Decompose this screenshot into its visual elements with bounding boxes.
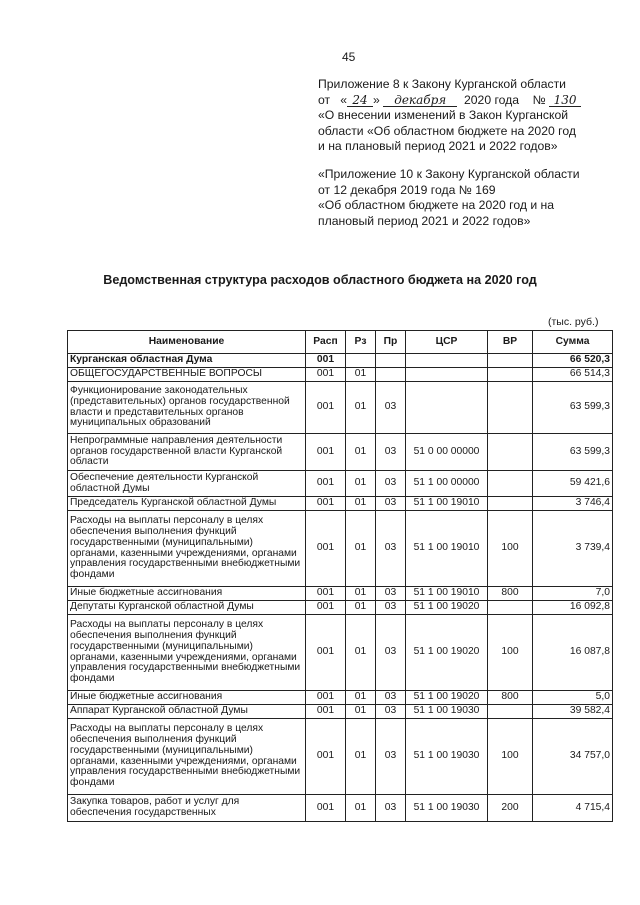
cell-rz: 01	[346, 705, 376, 719]
appendix-10-line3: «Об областном бюджете на 2020 год и на	[318, 198, 555, 212]
appendix-10-line2: от 12 декабря 2019 года № 169	[318, 182, 496, 197]
cell-csr: 51 1 00 19020	[406, 691, 488, 705]
header-sum: Сумма	[533, 331, 613, 354]
table-row	[68, 354, 613, 368]
cell-pr	[376, 368, 406, 382]
cell-csr: 51 0 00 00000	[406, 434, 488, 471]
cell-sum: 4 715,4	[533, 795, 613, 822]
cell-name: Расходы на выплаты персоналу в целях обеспечения выполнения функций государственными (муниципальными) органами, казенными учреждениями, органами управления государственными внебюджетными фондами	[68, 511, 306, 587]
cell-pr: 03	[376, 719, 406, 795]
cell-vr	[488, 497, 533, 511]
cell-pr: 03	[376, 615, 406, 691]
table-row	[68, 368, 613, 382]
cell-vr	[488, 601, 533, 615]
table-row	[68, 601, 613, 615]
cell-pr: 03	[376, 497, 406, 511]
cell-vr: 200	[488, 795, 533, 822]
header-rz: Рз	[346, 331, 376, 354]
cell-csr: 51 1 00 19020	[406, 615, 488, 691]
document-title: Ведомственная структура расходов областного бюджета на 2020 год	[103, 273, 537, 287]
cell-rasp: 001	[306, 795, 346, 822]
appendix-8-quote-close: »	[373, 92, 380, 107]
cell-csr	[406, 368, 488, 382]
cell-rz: 01	[346, 587, 376, 601]
cell-rz: 01	[346, 434, 376, 471]
cell-pr: 03	[376, 601, 406, 615]
cell-rasp: 001	[306, 587, 346, 601]
appendix-8-quote-open: «	[340, 92, 348, 107]
cell-rasp: 001	[306, 471, 346, 497]
cell-vr	[488, 434, 533, 471]
header-rasp: Расп	[306, 331, 346, 354]
cell-rasp: 001	[306, 497, 346, 511]
table-row	[68, 719, 613, 795]
cell-name: Закупка товаров, работ и услуг для обеспечения государственных	[68, 795, 306, 822]
cell-sum: 63 599,3	[533, 382, 613, 434]
appendix-8-line4: области «Об областном бюджете на 2020 год	[318, 123, 576, 138]
table-row	[68, 795, 613, 822]
appendix-8-line3: «О внесении изменений в Закон Курганской	[318, 108, 569, 122]
cell-pr: 03	[376, 434, 406, 471]
cell-rz: 01	[346, 382, 376, 434]
cell-sum: 3 746,4	[533, 497, 613, 511]
cell-csr: 51 1 00 19010	[406, 587, 488, 601]
cell-name: Расходы на выплаты персоналу в целях обеспечения выполнения функций государственными (муниципальными) органами, казенными учреждениями, органами управления государственными внебюджетными фондами	[68, 615, 306, 691]
cell-vr	[488, 471, 533, 497]
cell-rasp: 001	[306, 719, 346, 795]
cell-name: Иные бюджетные ассигнования	[68, 587, 306, 601]
table-row	[68, 471, 613, 497]
table-row	[68, 615, 613, 691]
cell-csr: 51 1 00 19010	[406, 511, 488, 587]
cell-sum: 39 582,4	[533, 705, 613, 719]
table-row	[68, 382, 613, 434]
cell-rz: 01	[346, 497, 376, 511]
appendix-8-from: от	[318, 92, 331, 107]
expenditure-table	[67, 330, 613, 822]
cell-rasp: 001	[306, 368, 346, 382]
page-number: 45	[342, 50, 356, 64]
cell-sum: 7,0	[533, 587, 613, 601]
appendix-8-line5: и на плановый период 2021 и 2022 годов»	[318, 139, 558, 153]
cell-sum: 16 087,8	[533, 615, 613, 691]
cell-name: Иные бюджетные ассигнования	[68, 691, 306, 705]
cell-rz: 01	[346, 691, 376, 705]
cell-vr: 800	[488, 691, 533, 705]
cell-sum: 34 757,0	[533, 719, 613, 795]
table-row	[68, 705, 613, 719]
table-body	[68, 354, 613, 822]
cell-pr: 03	[376, 471, 406, 497]
cell-vr: 800	[488, 587, 533, 601]
cell-rasp: 001	[306, 615, 346, 691]
cell-vr	[488, 368, 533, 382]
cell-pr: 03	[376, 795, 406, 822]
cell-pr: 03	[376, 705, 406, 719]
cell-vr	[488, 354, 533, 368]
cell-pr: 03	[376, 511, 406, 587]
cell-rz: 01	[346, 471, 376, 497]
cell-csr: 51 1 00 19030	[406, 705, 488, 719]
table-row	[68, 691, 613, 705]
cell-sum: 66 514,3	[533, 368, 613, 382]
cell-csr: 51 1 00 00000	[406, 471, 488, 497]
cell-name: ОБЩЕГОСУДАРСТВЕННЫЕ ВОПРОСЫ	[68, 368, 306, 382]
appendix-8-date-line	[318, 93, 618, 109]
cell-csr: 51 1 00 19030	[406, 719, 488, 795]
header-vr: ВР	[488, 331, 533, 354]
cell-sum: 66 520,3	[533, 354, 613, 368]
cell-vr: 100	[488, 615, 533, 691]
header-csr: ЦСР	[406, 331, 488, 354]
cell-rasp: 001	[306, 691, 346, 705]
appendix-10-header	[318, 167, 618, 229]
cell-csr: 51 1 00 19010	[406, 497, 488, 511]
appendix-8-handwritten-month: декабря	[383, 94, 457, 107]
appendix-10-line4: плановый период 2021 и 2022 годов»	[318, 213, 531, 228]
cell-rasp: 001	[306, 705, 346, 719]
cell-name: Обеспечение деятельности Курганской областной Думы	[68, 471, 306, 497]
cell-name: Председатель Курганской областной Думы	[68, 497, 306, 511]
appendix-8-year: 2020 года	[464, 92, 520, 107]
cell-vr	[488, 705, 533, 719]
cell-rz: 01	[346, 601, 376, 615]
cell-rz: 01	[346, 795, 376, 822]
cell-rasp: 001	[306, 382, 346, 434]
cell-pr: 03	[376, 587, 406, 601]
appendix-8-header	[318, 77, 618, 155]
cell-vr: 100	[488, 719, 533, 795]
cell-name: Функционирование законодательных (представительных) органов государственной власти и представительных органов муниципальных образований	[68, 382, 306, 434]
cell-name: Курганская областная Дума	[68, 354, 306, 368]
cell-csr: 51 1 00 19020	[406, 601, 488, 615]
cell-sum: 5,0	[533, 691, 613, 705]
cell-pr: 03	[376, 691, 406, 705]
table-row	[68, 587, 613, 601]
table-header-row	[68, 331, 613, 354]
units-label: (тыс. руб.)	[548, 316, 599, 328]
cell-rz: 01	[346, 719, 376, 795]
appendix-8-handwritten-day: 24	[347, 94, 373, 107]
cell-sum: 59 421,6	[533, 471, 613, 497]
header-pr: Пр	[376, 331, 406, 354]
cell-sum: 63 599,3	[533, 434, 613, 471]
appendix-10-line1: «Приложение 10 к Закону Курганской области	[318, 167, 580, 181]
cell-name: Аппарат Курганской областной Думы	[68, 705, 306, 719]
table-row	[68, 511, 613, 587]
cell-rasp: 001	[306, 601, 346, 615]
cell-rz	[346, 354, 376, 368]
header-name: Наименование	[68, 331, 306, 354]
cell-csr	[406, 354, 488, 368]
cell-sum: 3 739,4	[533, 511, 613, 587]
cell-rasp: 001	[306, 434, 346, 471]
cell-rasp: 001	[306, 354, 346, 368]
table-row	[68, 497, 613, 511]
table-row	[68, 434, 613, 471]
cell-pr: 03	[376, 382, 406, 434]
appendix-8-handwritten-number: 130	[549, 94, 581, 107]
appendix-8-number-sign: №	[532, 92, 546, 107]
cell-name: Депутаты Курганской областной Думы	[68, 601, 306, 615]
cell-name: Расходы на выплаты персоналу в целях обеспечения выполнения функций государственными (муниципальными) органами, казенными учреждениями, органами управления государственными внебюджетными фондами	[68, 719, 306, 795]
cell-rasp: 001	[306, 511, 346, 587]
cell-vr	[488, 382, 533, 434]
cell-rz: 01	[346, 511, 376, 587]
cell-rz: 01	[346, 368, 376, 382]
cell-sum: 16 092,8	[533, 601, 613, 615]
cell-vr: 100	[488, 511, 533, 587]
cell-name: Непрограммные направления деятельности органов государственной власти Курганской области	[68, 434, 306, 471]
cell-csr	[406, 382, 488, 434]
cell-pr	[376, 354, 406, 368]
cell-csr: 51 1 00 19030	[406, 795, 488, 822]
appendix-8-line1: Приложение 8 к Закону Курганской области	[318, 77, 566, 91]
cell-rz: 01	[346, 615, 376, 691]
